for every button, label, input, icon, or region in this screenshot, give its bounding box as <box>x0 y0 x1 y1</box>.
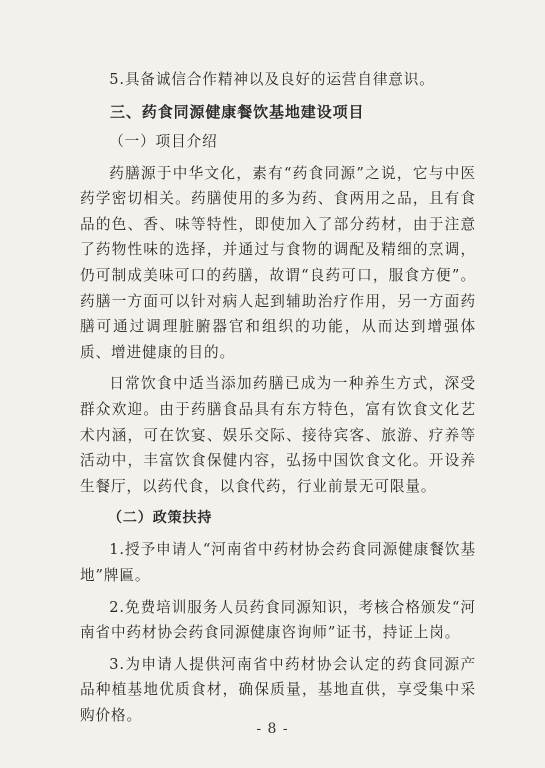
intro-paragraph-1: 药膳源于中华文化，素有“药食同源”之说，它与中医药学密切相关。药膳使用的多为药、食两用之品，且有食品的色、香、味等特性，即使加入了部分药材，由于注意了药物性味的选择，并通过与食物的调配及精细的烹调，仍可制成美味可口的药膳，故谓“良药可口，服食方便”。药膳一方面可以针对病人起到辅助治疗作用，另一方面药膳可通过调理脏腑器官和组织的功能，从而达到增强体质、增进健康的目的。 <box>80 164 476 361</box>
section-title: 三、药食同源健康餐饮基地建设项目 <box>110 102 365 121</box>
subsection-title-intro: （一）项目介绍 <box>109 132 218 150</box>
requirement-item-5: 5.具备诚信合作精神以及良好的运营自律意识。 <box>109 71 435 88</box>
subsection-title-policy: （二）政策扶持 <box>108 510 213 527</box>
policy-item-3: 3.为申请人提供河南省中药材协会认定的药食同源产品种植基地优质食材，确保质量，基地直供，享受集中采购价格。 <box>80 655 476 724</box>
document-body <box>80 67 476 728</box>
policy-item-2: 2.免费培训服务人员药食同源知识，考核合格颁发“河南省中药材协会药食同源健康咨询师”证书，持证上岗。 <box>80 598 476 642</box>
policy-item-1: 1.授予申请人“河南省中药材协会药食同源健康餐饮基地”牌匾。 <box>80 541 476 584</box>
page-number: - 8 - <box>256 721 289 737</box>
intro-paragraph-2: 日常饮食中适当添加药膳已成为一种养生方式，深受群众欢迎。由于药膳食品具有东方特色，富有饮食文化艺术内涵，可在饮宴、娱乐交际、接待宾客、旅游、疗养等活动中，丰富饮食保健内容，弘扬中国饮食文化。开设养生餐厅，以药代食，以食代药，行业前景无可限量。 <box>80 375 476 495</box>
